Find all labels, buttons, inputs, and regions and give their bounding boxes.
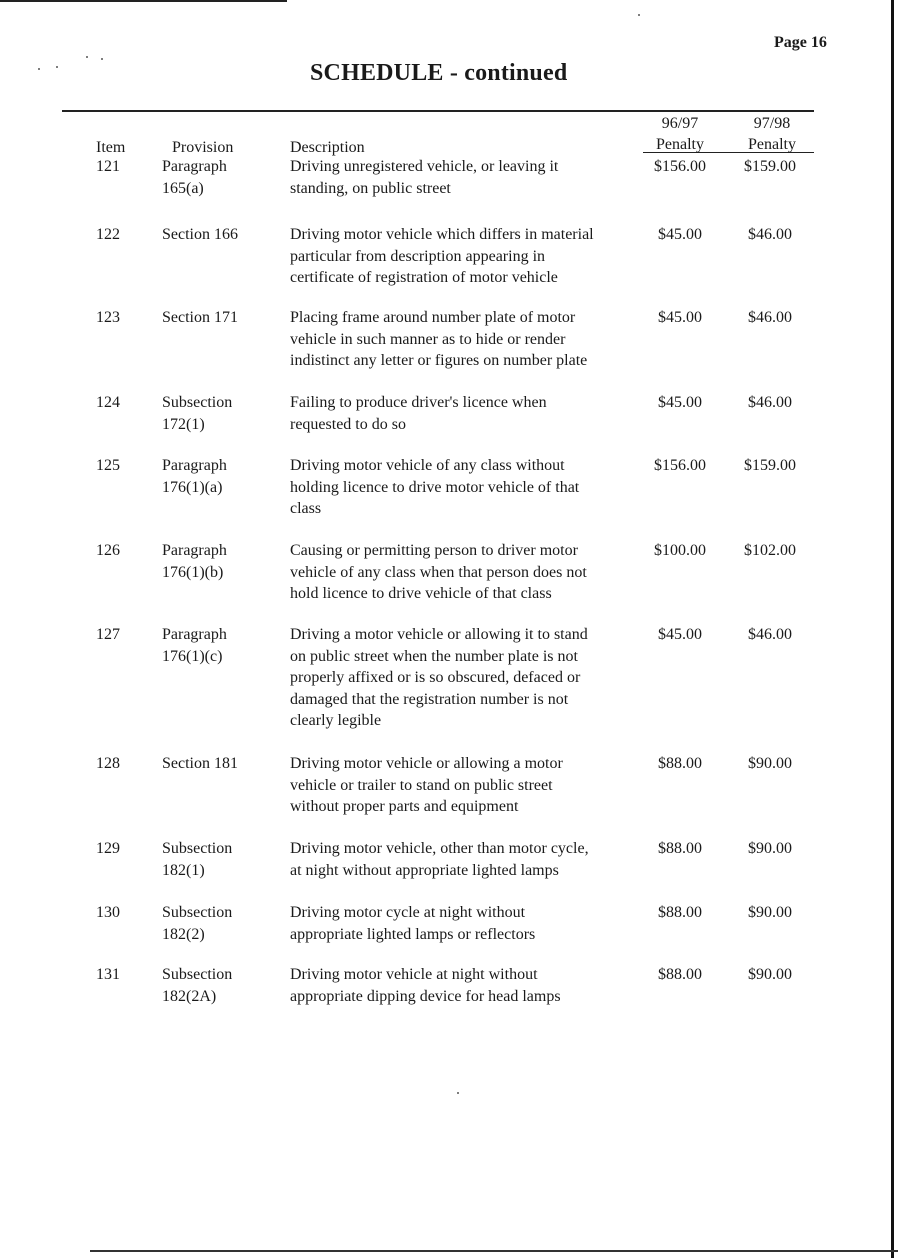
column-header-label: Penalty: [656, 136, 704, 153]
description-cell: [290, 307, 630, 372]
provision-line: 176(1)(a): [162, 478, 223, 496]
description-line: at night without appropriate lighted lamps: [290, 861, 559, 879]
penalty-9798: $90.00: [748, 755, 792, 772]
item-number: 127: [96, 626, 120, 643]
penalty-9798: $46.00: [748, 394, 792, 411]
description-line: particular from description appearing in: [290, 247, 546, 265]
description-cell: [290, 964, 630, 1007]
page-number: Page 16: [774, 34, 827, 51]
item-number: 126: [96, 542, 120, 559]
provision-line: Paragraph: [162, 457, 227, 474]
scan-speck: [457, 1092, 459, 1094]
penalty-9697: $45.00: [658, 309, 702, 326]
description-cell: [290, 392, 630, 435]
description-line: clearly legible: [290, 712, 382, 729]
provision-line: Paragraph: [162, 542, 227, 559]
penalty-9798: $159.00: [744, 158, 796, 175]
description-line: Causing or permitting person to driver motor: [290, 542, 578, 559]
description-line: hold licence to drive vehicle of that class: [290, 585, 552, 602]
item-number: 125: [96, 457, 120, 474]
description-line: Driving motor vehicle, other than motor cycle,: [290, 840, 589, 857]
penalty-9798: $90.00: [748, 904, 792, 921]
column-header-penalty-9697: [648, 113, 712, 155]
description-line: vehicle in such manner as to hide or render: [290, 330, 566, 348]
penalty-9697: $88.00: [658, 904, 702, 921]
provision-cell: [162, 455, 272, 498]
scan-speck: [638, 14, 640, 16]
description-line: damaged that the registration number is not: [290, 690, 569, 708]
description-line: vehicle of any class when that person does not: [290, 563, 587, 581]
column-header-year: 97/98: [753, 115, 791, 132]
penalty-9798: $46.00: [748, 309, 792, 326]
item-number: 121: [96, 158, 120, 175]
description-cell: [290, 753, 630, 818]
provision-line: 182(1): [162, 861, 205, 879]
penalty-9798: $90.00: [748, 840, 792, 857]
provision-line: Subsection: [162, 966, 233, 983]
column-header-description: Description: [290, 139, 365, 156]
provision-line: Paragraph: [162, 158, 227, 175]
description-line: holding licence to drive motor vehicle of that: [290, 478, 580, 496]
penalty-9697: $100.00: [654, 542, 706, 559]
provision-line: 172(1): [162, 415, 205, 433]
scan-speck: [56, 66, 58, 68]
description-line: standing, on public street: [290, 179, 451, 197]
penalty-9697: $45.00: [658, 394, 702, 411]
provision-cell: [162, 964, 272, 1007]
provision-cell: [162, 753, 272, 775]
column-header-item: Item: [96, 139, 126, 156]
description-line: appropriate lighted lamps or reflectors: [290, 925, 536, 943]
provision-cell: [162, 540, 272, 583]
penalty-9697: $45.00: [658, 626, 702, 643]
item-number: 123: [96, 309, 120, 326]
description-cell: [290, 902, 630, 945]
penalty-9697: $156.00: [654, 158, 706, 175]
penalty-9798: $90.00: [748, 966, 792, 983]
penalty-9697: $88.00: [658, 966, 702, 983]
item-number: 124: [96, 394, 120, 411]
description-cell: [290, 156, 630, 199]
item-number: 128: [96, 755, 120, 772]
page-title: SCHEDULE - continued: [310, 60, 568, 86]
provision-line: Section 166: [162, 226, 238, 243]
description-line: Driving a motor vehicle or allowing it to stand: [290, 626, 588, 643]
penalty-9798: $102.00: [744, 542, 796, 559]
description-cell: [290, 455, 630, 520]
description-cell: [290, 838, 630, 881]
description-line: Driving motor vehicle at night without: [290, 966, 538, 983]
provision-line: Paragraph: [162, 626, 227, 643]
penalty-9697: $45.00: [658, 226, 702, 243]
description-line: indistinct any letter or figures on number plate: [290, 352, 588, 369]
column-header-provision: Provision: [172, 139, 234, 156]
description-line: class: [290, 500, 322, 517]
description-line: Driving unregistered vehicle, or leaving it: [290, 158, 559, 175]
provision-line: 182(2A): [162, 987, 217, 1005]
provision-cell: [162, 307, 272, 329]
scan-border-right: [891, 0, 894, 1258]
provision-cell: [162, 902, 272, 945]
provision-cell: [162, 624, 272, 667]
scan-speck: [101, 58, 103, 60]
penalty-9798: $46.00: [748, 626, 792, 643]
item-number: 131: [96, 966, 120, 983]
description-cell: [290, 224, 630, 289]
provision-line: Section 181: [162, 755, 238, 772]
description-line: Driving motor cycle at night without: [290, 904, 526, 921]
provision-line: Subsection: [162, 840, 233, 857]
description-cell: [290, 540, 630, 605]
provision-cell: [162, 392, 272, 435]
column-header-year: 96/97: [661, 115, 699, 132]
description-line: certificate of registration of motor vehicle: [290, 269, 558, 286]
penalty-9697: $88.00: [658, 755, 702, 772]
penalty-9798: $46.00: [748, 226, 792, 243]
item-number: 129: [96, 840, 120, 857]
description-line: requested to do so: [290, 415, 406, 433]
provision-line: 176(1)(c): [162, 647, 223, 665]
description-line: without proper parts and equipment: [290, 798, 519, 815]
provision-line: Subsection: [162, 394, 233, 411]
scan-speck: [38, 68, 40, 70]
provision-cell: [162, 838, 272, 881]
table-top-rule: [62, 110, 814, 112]
description-line: Failing to produce driver's licence when: [290, 394, 547, 411]
scan-speck: [86, 56, 88, 58]
scan-border-top: [0, 0, 287, 2]
description-line: vehicle or trailer to stand on public street: [290, 776, 553, 794]
description-line: Driving motor vehicle of any class without: [290, 457, 565, 474]
column-header-label: Penalty: [748, 136, 796, 153]
provision-line: Subsection: [162, 904, 233, 921]
provision-line: 182(2): [162, 925, 205, 943]
provision-cell: [162, 156, 272, 199]
description-line: appropriate dipping device for head lamps: [290, 987, 561, 1005]
penalty-9798: $159.00: [744, 457, 796, 474]
provision-line: 165(a): [162, 179, 204, 197]
description-line: Placing frame around number plate of motor: [290, 309, 576, 326]
description-line: Driving motor vehicle which differs in material: [290, 226, 594, 243]
item-number: 122: [96, 226, 120, 243]
description-cell: [290, 624, 630, 732]
provision-line: 176(1)(b): [162, 563, 224, 581]
description-line: properly affixed or is so obscured, defaced or: [290, 669, 581, 686]
description-line: on public street when the number plate is not: [290, 647, 578, 665]
scan-border-bottom: [90, 1250, 898, 1252]
provision-cell: [162, 224, 272, 246]
penalty-9697: $156.00: [654, 457, 706, 474]
column-header-penalty-9798: [737, 113, 807, 155]
description-line: Driving motor vehicle or allowing a motor: [290, 755, 563, 772]
item-number: 130: [96, 904, 120, 921]
provision-line: Section 171: [162, 309, 238, 326]
penalty-9697: $88.00: [658, 840, 702, 857]
